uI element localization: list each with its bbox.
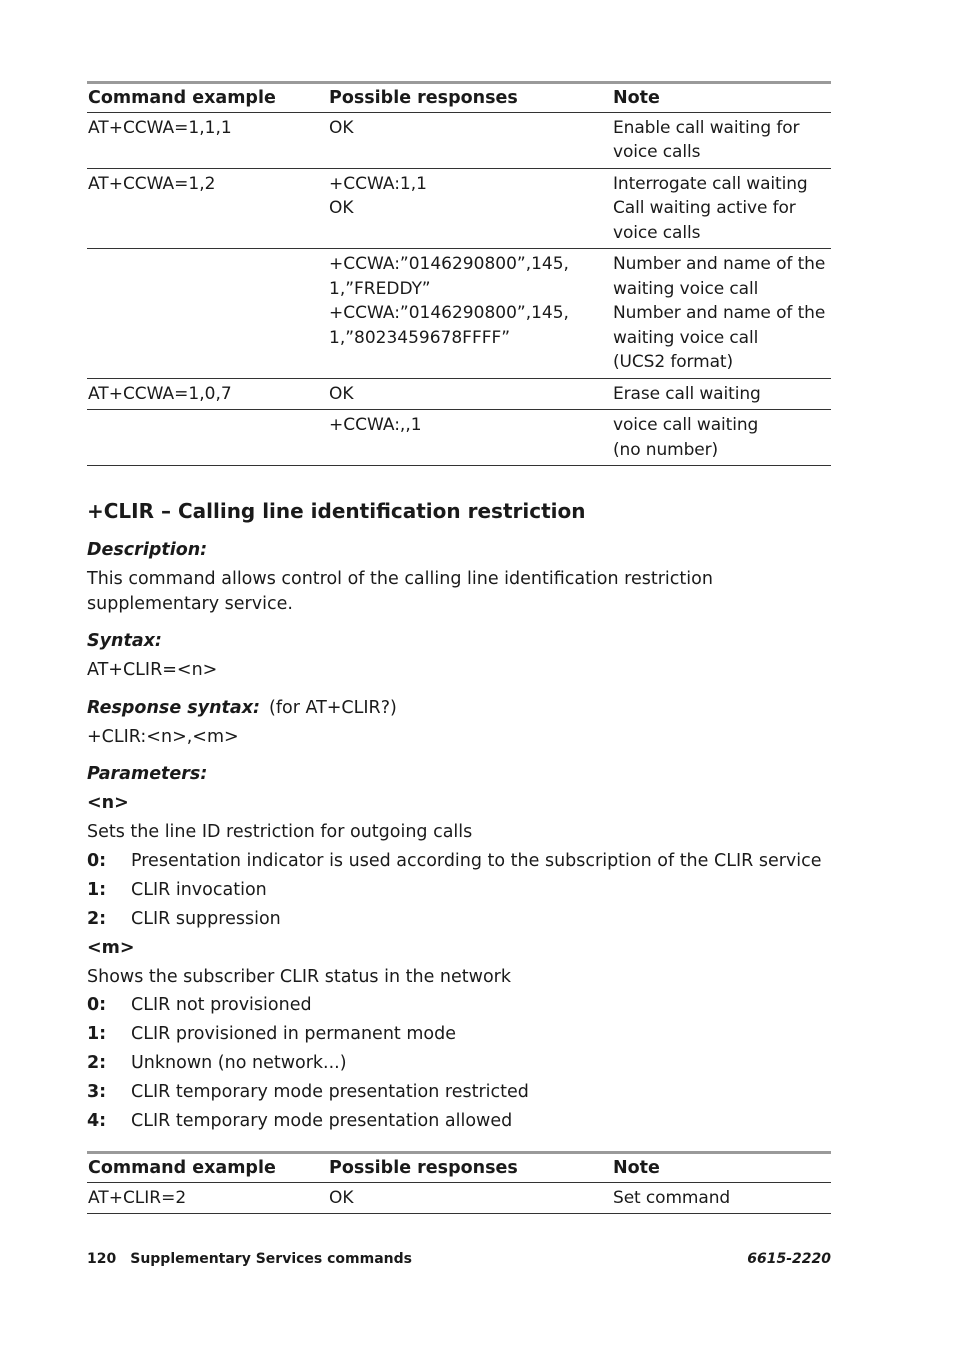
response-cell (328, 1182, 612, 1214)
list-item (87, 993, 831, 1018)
value-text: CLIR not provisioned (131, 995, 312, 1015)
param-n-name: <n> (87, 793, 129, 813)
chapter-title: Supplementary Services commands (130, 1251, 412, 1267)
note-cell (612, 168, 831, 249)
value-number: 1: (87, 1024, 107, 1044)
column-header-note: Note (613, 88, 660, 108)
list-item (87, 1051, 831, 1076)
note-line: Set command (613, 1187, 731, 1208)
value-number: 4: (87, 1111, 107, 1131)
value-text: CLIR suppression (131, 908, 281, 929)
response-line: 1,”FREDDY” (329, 278, 431, 299)
response-line: +CCWA:,,1 (329, 415, 422, 435)
note-line: Number and name of the waiting voice call (613, 254, 826, 299)
table-row (87, 1182, 831, 1214)
response-line: +CCWA:”0146290800”,145, (329, 254, 569, 274)
value-text: CLIR invocation (131, 879, 267, 900)
response-line: 1,”8023459678FFFF” (329, 327, 511, 348)
command-cell (87, 249, 328, 379)
note-line: Interrogate call waiting (613, 173, 808, 194)
page-content (87, 81, 831, 1214)
note-line: (UCS2 format) (613, 352, 734, 372)
command-cell: AT+CCWA=1,1,1 (88, 117, 232, 138)
command-cell: AT+CCWA=1,0,7 (88, 383, 232, 404)
column-header-responses: Possible responses (329, 88, 518, 108)
list-item (87, 1022, 831, 1047)
param-m-description: Shows the subscriber CLIR status in the network (87, 966, 511, 987)
value-number: 3: (87, 1082, 107, 1102)
syntax-label: Syntax: (87, 631, 162, 651)
value-number: 0: (87, 995, 107, 1015)
note-line: Enable call waiting for voice calls (613, 117, 800, 162)
list-item (87, 849, 831, 874)
note-line: Erase call waiting (613, 383, 761, 404)
note-cell (612, 410, 831, 466)
table-row (87, 112, 831, 168)
note-cell (612, 1182, 831, 1214)
response-cell (328, 249, 612, 379)
command-cell (87, 410, 328, 466)
response-line: OK (329, 1187, 354, 1208)
column-header-command: Command example (88, 88, 276, 108)
page-number: 120 (87, 1251, 117, 1267)
value-number: 2: (87, 1053, 107, 1073)
syntax-text: AT+CLIR=<n> (87, 660, 218, 680)
response-syntax-note: (for AT+CLIR?) (269, 697, 397, 718)
value-number: 0: (87, 850, 107, 871)
response-syntax-row (87, 696, 831, 721)
note-line: voice call waiting (613, 415, 759, 435)
note-cell (612, 249, 831, 379)
column-header-responses: Possible responses (329, 1158, 518, 1178)
column-header-command: Command example (88, 1158, 276, 1178)
value-text: CLIR provisioned in permanent mode (131, 1024, 456, 1044)
table-row (87, 249, 831, 379)
ccwa-example-table (87, 81, 831, 466)
param-n-description: Sets the line ID restriction for outgoing calls (87, 822, 473, 842)
note-line: Number and name of the waiting voice call (613, 303, 826, 348)
list-item (87, 878, 831, 903)
response-cell (328, 168, 612, 249)
response-line: +CCWA:”0146290800”,145, (329, 303, 569, 323)
table-row (87, 410, 831, 466)
description-text: This command allows control of the calling line identification restriction supplementary service. (87, 569, 713, 614)
page-footer (87, 1251, 831, 1267)
note-cell (612, 378, 831, 410)
response-syntax-text: +CLIR:<n>,<m> (87, 726, 239, 747)
response-line: OK (329, 383, 354, 404)
response-line: +CCWA:1,1 (329, 173, 427, 194)
document-number: 6615-2220 (747, 1251, 831, 1267)
list-item (87, 907, 831, 932)
value-text: Unknown (no network...) (131, 1053, 347, 1073)
list-item (87, 1080, 831, 1105)
value-text: Presentation indicator is used according to the subscription of the CLIR service (131, 850, 822, 871)
response-syntax-label: Response syntax: (87, 697, 261, 718)
parameters-label: Parameters: (87, 764, 208, 784)
table-header-row (87, 1153, 831, 1183)
value-text: CLIR temporary mode presentation allowed (131, 1111, 513, 1131)
command-cell: AT+CLIR=2 (88, 1187, 187, 1208)
column-header-note: Note (613, 1158, 660, 1178)
footer-left (87, 1251, 412, 1267)
command-cell: AT+CCWA=1,2 (88, 173, 216, 194)
table-header-row (87, 83, 831, 113)
description-label: Description: (87, 540, 208, 560)
list-item (87, 1109, 831, 1134)
response-line: OK (329, 198, 354, 218)
response-cell (328, 378, 612, 410)
clir-example-table (87, 1151, 831, 1214)
value-number: 1: (87, 879, 107, 900)
section-title: +CLIR – Calling line identification restriction (87, 499, 586, 523)
param-m-name: <m> (87, 937, 135, 958)
response-line: OK (329, 117, 354, 138)
note-line: Call waiting active for voice calls (613, 198, 796, 243)
value-text: CLIR temporary mode presentation restricted (131, 1082, 529, 1102)
note-line: (no number) (613, 439, 719, 460)
response-cell (328, 410, 612, 466)
value-number: 2: (87, 908, 107, 929)
response-cell (328, 112, 612, 168)
table-row (87, 168, 831, 249)
table-row (87, 378, 831, 410)
note-cell (612, 112, 831, 168)
